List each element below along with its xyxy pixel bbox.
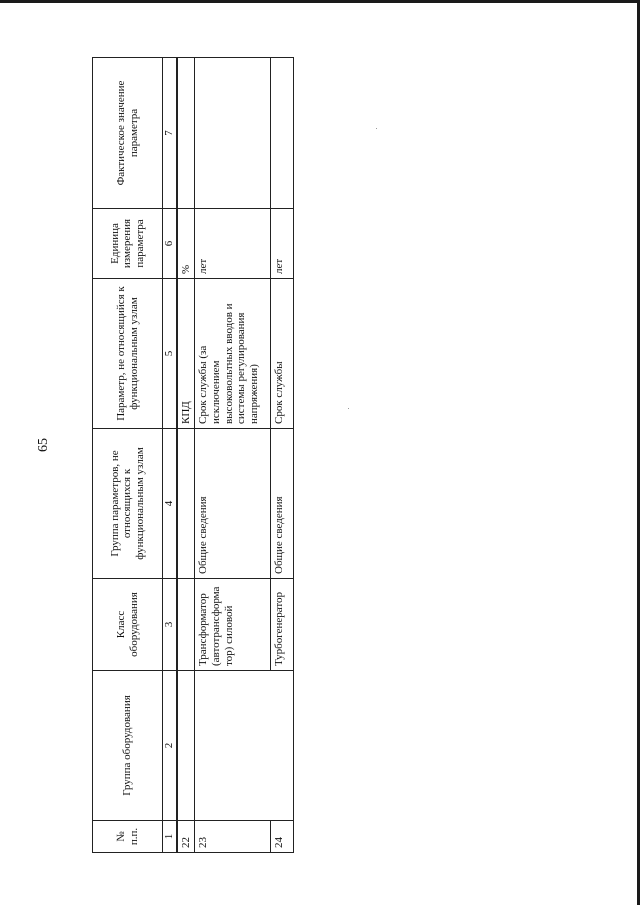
row-unit: % [177, 209, 195, 279]
row-param: Срок службы (за исключением высоковольтных вводов и системы регулирования напряжения) [195, 279, 271, 429]
equipment-parameters-table [92, 57, 294, 853]
colnum-6: 6 [163, 209, 177, 279]
header-actual-value: Фактическое значение параметра [93, 58, 163, 209]
row-value [195, 58, 271, 209]
page-top-edge [0, 0, 640, 3]
header-equipment-group: Группа оборудования [93, 671, 163, 821]
colnum-4: 4 [163, 429, 177, 579]
row-group [271, 671, 294, 821]
colnum-7: 7 [163, 58, 177, 209]
header-equipment-class: Класс оборудования [93, 579, 163, 671]
row-class [177, 579, 195, 671]
colnum-5: 5 [163, 279, 177, 429]
row-value [177, 58, 195, 209]
row-class: Турбогенератор [271, 579, 294, 671]
row-num: 22 [177, 821, 195, 853]
scan-speck [376, 128, 377, 129]
row-param-group [177, 429, 195, 579]
row-num: 24 [271, 821, 294, 853]
colnum-2: 2 [163, 671, 177, 821]
colnum-3: 3 [163, 579, 177, 671]
row-unit: лет [195, 209, 271, 279]
row-param-group: Общие сведения [195, 429, 271, 579]
row-group [195, 671, 271, 821]
row-param: Срок службы [271, 279, 294, 429]
row-class: Трансформатор (автотрансформа тор) силовой [195, 579, 271, 671]
header-unit: Единица измерения параметра [93, 209, 163, 279]
header-num: № п.п. [93, 821, 163, 853]
row-num: 23 [195, 821, 271, 853]
row-group [177, 671, 195, 821]
header-param: Параметр, не относящийся к функциональным узлам [93, 279, 163, 429]
row-param-group: Общие сведения [271, 429, 294, 579]
header-param-group: Группа параметров, не относящихся к функциональным узлам [93, 429, 163, 579]
row-value [271, 58, 294, 209]
row-param: КПД [177, 279, 195, 429]
equipment-table-container [92, 58, 287, 853]
colnum-1: 1 [163, 821, 177, 853]
scan-speck [348, 408, 349, 409]
row-unit: лет [271, 209, 294, 279]
page-number: 65 [36, 438, 51, 452]
